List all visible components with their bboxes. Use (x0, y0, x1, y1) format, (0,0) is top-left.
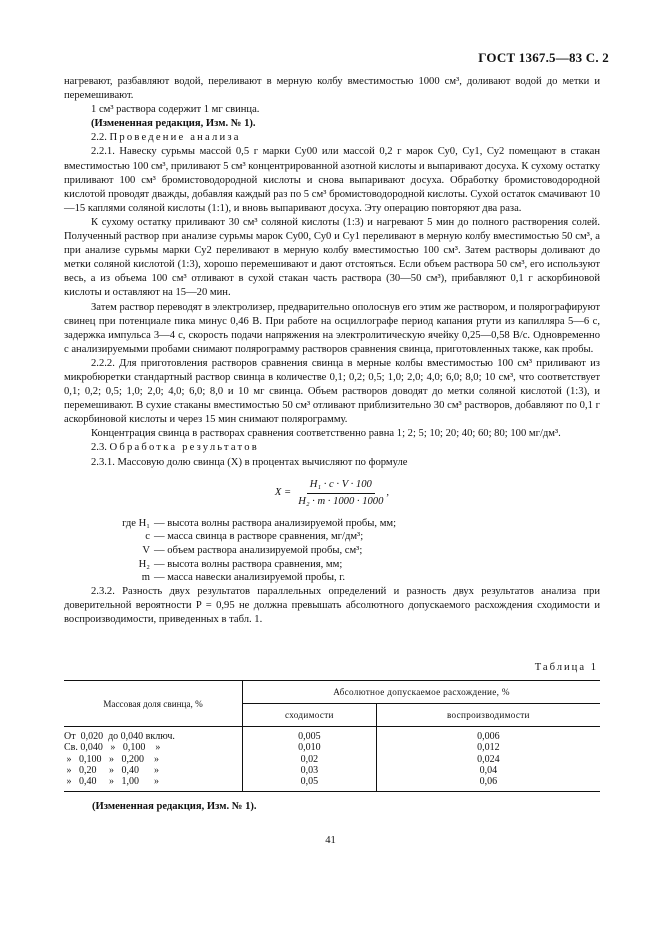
amendment-note: (Измененная редакция, Изм. № 1). (92, 801, 257, 812)
formula-denominator: H₂ · m · 1000 · 1000 (298, 495, 384, 507)
legend-text: — масса навески анализируемой пробы, г. (154, 572, 346, 584)
table-row (64, 754, 600, 765)
column-header: сходимости (243, 704, 377, 727)
section-title: Обработка результатов (109, 442, 259, 454)
paragraph: К сухому остатку приливают 30 см³ соляной кислоты (1:3) и нагревают 5 мин до полного растворения солей. Полученный раствор при анализе сурьмы марок Су00, Су0 и Су1 переливают в мерную колбу вместимостью 50 см³, а при анализе сурьмы марки Су2 переливают в мерную колбу вместимостью 100 см³. Затем растворы доливают до метки соляной кислотой (1:3), хорошо перемешивают и дают отстояться. Если объем раствора 50 см³, его используют весь, а из объема 100 см³ отливают в сухой стакан часть раствора (30—50 см³), прибавляют 0,1 г аскорбиновой кислоты и оставляют на 15—20 мин. (64, 216, 600, 299)
table-cell: » 0,40 » 1,00 » (64, 776, 243, 792)
table-row (64, 765, 600, 776)
legend-text: — высота волны раствора анализируемой пробы, мм; (154, 517, 397, 529)
paragraph: нагревают, разбавляют водой, переливают в мерную колбу вместимостью 1000 см³, доливают водой до метки и перемешивают. (64, 76, 600, 102)
amendment-note: (Измененная редакция, Изм. № 1). (91, 118, 256, 130)
formula-tail: , (386, 487, 390, 499)
formula-fraction (295, 478, 386, 509)
legend-row (64, 544, 600, 558)
table-cell: Св. 0,040 » 0,100 » (64, 742, 243, 753)
paragraph: Затем раствор переводят в электролизер, предварительно ополоснув его этим же раствором, и полярографируют свинец при потенциале пика минус 0,46 В. При работе на осциллографе период капания ртути из капилляра 5—6 с, задержка импульса 3—4 с, скорость подачи напряжения на электролитическую ячейку 0,25—0,58 В/с. Одновременно с анализируемыми пробами снимают полярограмму растворов сравнения свинца, приготовленных также, как пробы. (64, 301, 600, 355)
table-cell: 0,05 (243, 776, 377, 792)
legend-symbol: H₂ (138, 558, 150, 570)
table-cell: » 0,100 » 0,200 » (64, 754, 243, 765)
column-group-header: Абсолютное допускаемое расхождение, % (243, 681, 601, 704)
tolerance-table (64, 680, 600, 792)
table-cell: 0,02 (243, 754, 377, 765)
section-title: Проведение анализа (109, 132, 241, 144)
table-cell: 0,010 (243, 742, 377, 753)
table-cell: 0,04 (479, 764, 498, 776)
table-cell: 0,03 (243, 765, 377, 776)
legend-row (64, 558, 600, 572)
table-cell: » 0,20 » 0,40 » (64, 765, 243, 776)
body-text (64, 75, 600, 627)
legend-row (64, 571, 600, 585)
table-caption: Таблица 1 (534, 662, 598, 673)
table-cell: 0,024 (477, 753, 500, 765)
table-cell: 0,005 (243, 727, 377, 743)
table-header-row (64, 681, 600, 704)
paragraph: 2.2.2. Для приготовления растворов сравнения свинца в мерные колбы вместимостью 100 см³ приливают из микробюретки стандартный раствор свинца в количестве 0,1; 0,2; 0,5; 1,0; 2,0; 4,0; 6,0; 8,0; 10 см³, что соответствует 0,1; 0,2; 0,5; 1,0; 2,0; 4,0; 6,0; 8,0 и 10 мг свинца. Объем растворов доводят до метки соляной кислотой (1:3), и перемешивают. В сухие стаканы вместимостью 50 см³ отливают приблизительно 30 см³ растворов, добавляют по 0,1 г аскорбиновой кислоты и через 15 мин снимают полярограмму. (64, 357, 600, 426)
column-header: Массовая доля свинца, % (64, 681, 243, 727)
table-row (64, 776, 600, 792)
formula (64, 478, 600, 509)
page-number: 41 (325, 835, 336, 846)
legend-symbol: m (141, 572, 150, 584)
paragraph: 2.3.2. Разность двух результатов параллельных определений и разность двух результатов анализа при доверительной вероятности P = 0,95 не должна превышать абсолютного допускаемого расхождения сходимости и воспроизводимости, приведенных в табл. 1. (64, 585, 600, 625)
legend-row (64, 530, 600, 544)
legend-row (64, 517, 600, 531)
paragraph: 1 см³ раствора содержит 1 мг свинца. (91, 104, 260, 116)
table-cell: 0,012 (477, 742, 500, 754)
section-heading (64, 441, 600, 455)
table-row (64, 742, 600, 753)
formula-legend (64, 517, 600, 585)
legend-text: — высота волны раствора сравнения, мм; (154, 558, 343, 570)
paragraph: Концентрация свинца в растворах сравнения соответственно равна 1; 2; 5; 10; 20; 40; 60; 80; 100 мг/дм³. (91, 428, 561, 440)
page-header: ГОСТ 1367.5—83 С. 2 (478, 50, 609, 65)
paragraph: 2.2.1. Навеску сурьмы массой 0,5 г марки Су00 или массой 0,2 г марок Су0, Су1, Су2 помещают в стакан вместимостью 100 см³, приливают 5 см³ концентрированной азотной кислоты и выпаривают досуха. К сухому остатку приливают 100 см³ бромистоводородной кислоты и снова выпаривают досуха. Обработку бромистоводородной кислотой проводят дважды, добавляя каждый раз по 5 см³ бромистоводородной кислоты. Сухой остаток смачивают 10—15 каплями соляной кислоты (1:1), и вновь выпаривают досуха. Эту операцию повторяют два раза. (64, 146, 600, 214)
table-cell: От 0,020 до 0,040 включ. (64, 727, 243, 743)
table-row (64, 727, 600, 743)
formula-lhs: X = (274, 487, 292, 499)
section-number: 2.3. (91, 442, 107, 454)
legend-symbol: где H₁ (122, 517, 150, 529)
section-heading (64, 131, 600, 145)
legend-symbol: c (145, 531, 150, 543)
table-cell: 0,006 (477, 731, 500, 742)
formula-numerator: H₁ · c · V · 100 (307, 478, 375, 494)
section-number: 2.2. (91, 132, 107, 144)
column-header: воспроизводимости (376, 704, 600, 727)
legend-symbol: V (142, 545, 150, 556)
paragraph: 2.3.1. Массовую долю свинца (X) в процентах вычисляют по формуле (91, 456, 408, 468)
legend-text: — масса свинца в растворе сравнения, мг/дм³; (154, 531, 364, 543)
table-cell: 0,06 (376, 776, 600, 792)
legend-text: — объем раствора анализируемой пробы, см³; (154, 545, 363, 556)
